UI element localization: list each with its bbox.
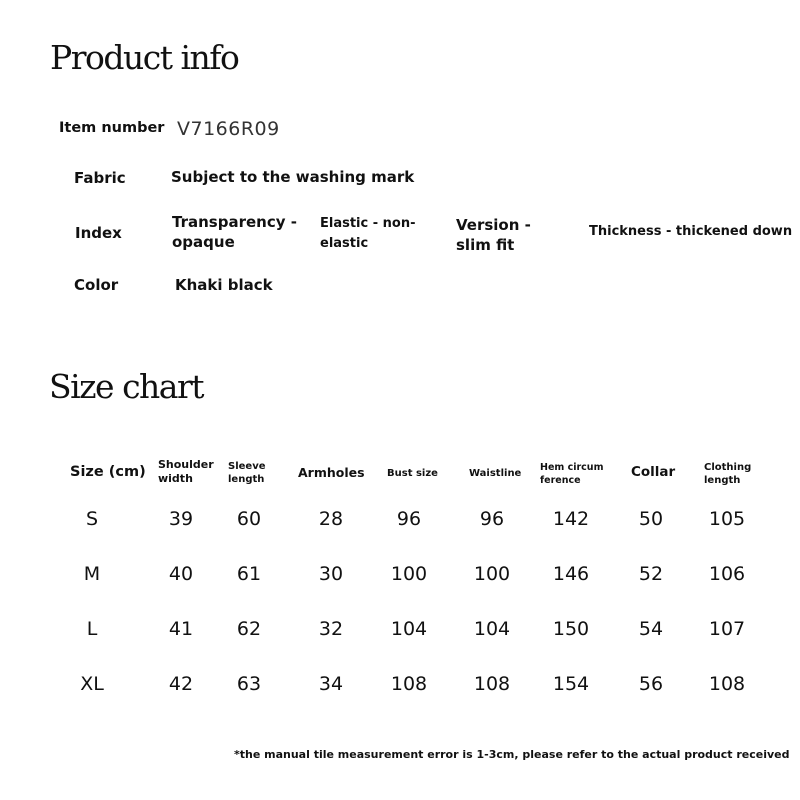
measurement-cell: 54 [638,618,664,640]
header-hem-circumference: Hem circum ference [540,462,604,486]
item-number-value: V7166R09 [177,118,280,140]
header-sleeve-length: Sleeve length [228,461,266,485]
measurement-cell: 63 [236,673,262,695]
header-size: Size (cm) [70,464,146,480]
measurement-cell: 100 [390,563,428,585]
measurement-cell: 108 [473,673,511,695]
measurement-cell: 56 [638,673,664,695]
size-chart-heading: Size chart [49,367,204,406]
measurement-cell: 60 [236,508,262,530]
measurement-cell: 96 [396,508,422,530]
measurement-cell: 34 [318,673,344,695]
measurement-footnote: *the manual tile measurement error is 1-3cm, please refer to the actual product received [234,748,790,761]
header-waistline: Waistline [469,468,522,479]
header-clothing-length: Clothing length [704,462,752,486]
measurement-cell: 62 [236,618,262,640]
index-label: Index [75,224,122,242]
index-item-version: Version - slim fit [456,216,531,254]
measurement-cell: 146 [552,563,590,585]
measurement-cell: 142 [552,508,590,530]
measurement-cell: 104 [473,618,511,640]
measurement-cell: 108 [390,673,428,695]
measurement-cell: 107 [708,618,746,640]
index-item-thickness: Thickness - thickened down [589,224,793,239]
measurement-cell: 150 [552,618,590,640]
index-item-transparency: Transparency - opaque [172,213,297,251]
measurement-cell: 30 [318,563,344,585]
header-armholes: Armholes [298,465,365,480]
color-value: Khaki black [175,276,273,294]
measurement-cell: 42 [168,673,194,695]
header-collar: Collar [631,464,676,480]
size-label-cell: XL [80,673,104,695]
measurement-cell: 28 [318,508,344,530]
measurement-cell: 32 [318,618,344,640]
fabric-value: Subject to the washing mark [171,168,415,186]
measurement-cell: 52 [638,563,664,585]
measurement-cell: 96 [479,508,505,530]
product-info-heading: Product info [50,38,239,77]
header-shoulder-width: Shoulder width [158,458,214,485]
measurement-cell: 61 [236,563,262,585]
size-label-cell: L [86,618,98,640]
measurement-cell: 106 [708,563,746,585]
measurement-cell: 40 [168,563,194,585]
index-item-elastic: Elastic - non-elastic [320,216,416,251]
measurement-cell: 50 [638,508,664,530]
size-label-cell: S [85,508,99,530]
measurement-cell: 100 [473,563,511,585]
header-bust-size: Bust size [387,468,438,479]
measurement-cell: 108 [708,673,746,695]
measurement-cell: 41 [168,618,194,640]
color-label: Color [74,276,119,294]
measurement-cell: 105 [708,508,746,530]
measurement-cell: 104 [390,618,428,640]
measurement-cell: 39 [168,508,194,530]
size-label-cell: M [83,563,101,585]
item-number-label: Item number [59,120,165,136]
fabric-label: Fabric [74,169,126,187]
measurement-cell: 154 [552,673,590,695]
